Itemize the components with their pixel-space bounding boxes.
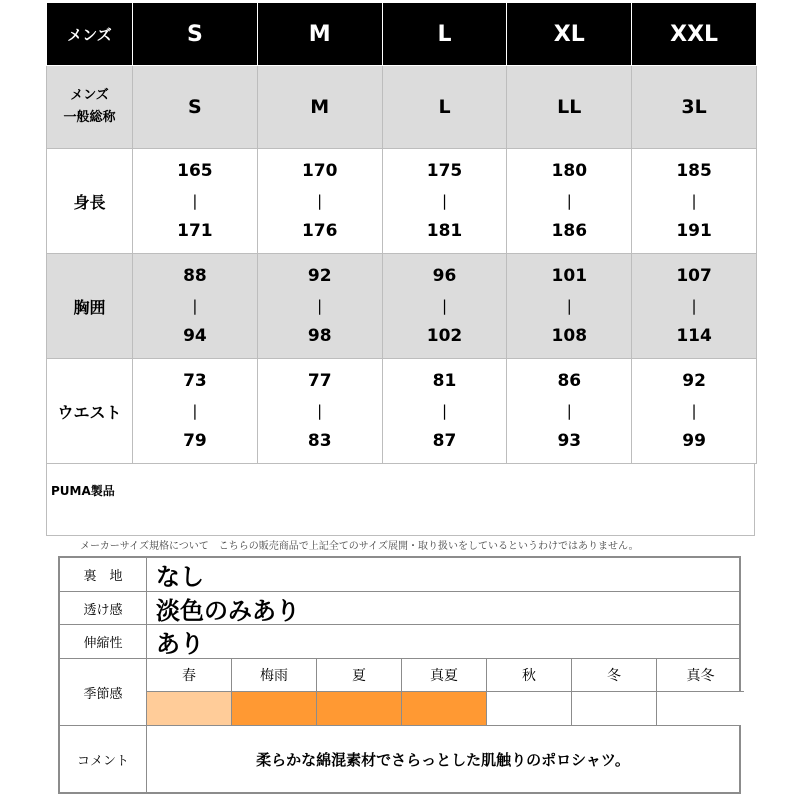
range-separator: | <box>192 402 198 420</box>
range-separator: | <box>566 192 572 210</box>
season-name: 春 <box>147 659 232 692</box>
range-min: 92 <box>682 371 706 391</box>
season-indicator <box>487 692 572 725</box>
season-indicator <box>147 692 232 725</box>
spec-value: なし <box>156 563 204 591</box>
spec-table <box>58 556 741 794</box>
season-indicator <box>317 692 402 725</box>
size-range-cell <box>133 359 258 464</box>
range-separator: | <box>691 402 697 420</box>
range-max: 114 <box>676 326 712 346</box>
range-separator: | <box>691 192 697 210</box>
range-max: 94 <box>183 326 207 346</box>
spec-label: 透け感 <box>60 592 147 624</box>
header-label: メンズ <box>47 3 133 66</box>
spec-label: コメント <box>60 726 147 792</box>
range-max: 176 <box>301 221 338 241</box>
season-grid <box>147 659 739 725</box>
range-max: 98 <box>307 326 332 346</box>
range-min: 107 <box>676 266 712 286</box>
range-min: 101 <box>551 266 588 286</box>
brand-note: PUMA製品 <box>51 484 115 498</box>
comment-text: 柔らかな綿混素材でさらっとした肌触りのポロシャツ。 <box>256 750 630 769</box>
size-range-cell <box>133 254 258 359</box>
season-indicator <box>232 692 317 725</box>
range-separator: | <box>317 192 323 210</box>
range-max: 186 <box>551 221 588 241</box>
size-label: XL <box>507 3 632 66</box>
season-name: 真夏 <box>402 659 487 692</box>
size-range-cell <box>257 254 382 359</box>
size-footnote: メーカーサイズ規格について こちらの販売商品で上記全てのサイズ展開・取り扱いをしているというわけではありません。 <box>80 541 639 552</box>
general-size: M <box>257 66 382 149</box>
spec-row-transparency <box>60 592 739 625</box>
range-max: 87 <box>432 431 457 451</box>
size-label: S <box>133 3 258 66</box>
range-max: 102 <box>426 326 463 346</box>
range-min: 92 <box>307 266 332 286</box>
spec-row-lining <box>60 558 739 592</box>
season-name: 秋 <box>487 659 572 692</box>
spec-value: あり <box>156 630 204 658</box>
size-table <box>46 2 757 464</box>
row-label: 身長 <box>47 149 133 254</box>
size-range-cell <box>632 359 757 464</box>
spec-value: 淡色のみあり <box>156 596 300 625</box>
brand-note-box <box>46 464 755 536</box>
size-range-cell <box>632 254 757 359</box>
general-label: メンズ 一般総称 <box>47 66 133 149</box>
range-min: 165 <box>177 161 213 181</box>
range-min: 96 <box>432 266 457 286</box>
spec-label: 季節感 <box>60 659 147 725</box>
size-range-cell <box>382 254 507 359</box>
spec-label: 裏 地 <box>60 558 147 591</box>
range-max: 171 <box>177 221 213 241</box>
size-label: XXL <box>632 3 757 66</box>
general-size-row <box>47 66 757 149</box>
range-max: 79 <box>183 431 207 451</box>
general-size: 3L <box>632 66 757 149</box>
season-indicator <box>572 692 657 725</box>
season-indicator <box>657 692 744 725</box>
range-min: 88 <box>183 266 207 286</box>
range-separator: | <box>192 297 198 315</box>
row-label: 胸囲 <box>47 254 133 359</box>
size-range-cell <box>507 254 632 359</box>
range-separator: | <box>441 402 448 420</box>
general-size: S <box>133 66 258 149</box>
size-range-cell <box>507 149 632 254</box>
size-range-cell <box>632 149 757 254</box>
range-separator: | <box>192 192 198 210</box>
season-name: 真冬 <box>657 659 744 692</box>
range-separator: | <box>317 402 323 420</box>
range-max: 83 <box>307 431 332 451</box>
range-min: 86 <box>557 371 582 391</box>
size-range-cell <box>133 149 258 254</box>
season-indicator <box>402 692 487 725</box>
row-label: ウエスト <box>47 359 133 464</box>
size-label: M <box>257 3 382 66</box>
range-separator: | <box>317 297 323 315</box>
chest-row <box>47 254 757 359</box>
range-max: 181 <box>426 221 463 241</box>
range-min: 170 <box>301 161 338 181</box>
size-range-cell <box>382 149 507 254</box>
height-row <box>47 149 757 254</box>
range-separator: | <box>566 402 572 420</box>
size-range-cell <box>257 149 382 254</box>
range-separator: | <box>566 297 572 315</box>
size-label: L <box>382 3 507 66</box>
range-min: 77 <box>307 371 332 391</box>
range-separator: | <box>691 297 697 315</box>
general-size: L <box>382 66 507 149</box>
range-separator: | <box>441 192 448 210</box>
size-header-row <box>47 3 757 66</box>
range-min: 73 <box>183 371 207 391</box>
range-max: 108 <box>551 326 588 346</box>
range-max: 99 <box>682 431 706 451</box>
general-size: LL <box>507 66 632 149</box>
season-name: 梅雨 <box>232 659 317 692</box>
range-max: 191 <box>676 221 712 241</box>
range-min: 180 <box>551 161 588 181</box>
range-min: 81 <box>432 371 457 391</box>
season-name: 夏 <box>317 659 402 692</box>
range-min: 185 <box>676 161 712 181</box>
spec-row-season <box>60 659 739 726</box>
range-separator: | <box>441 297 448 315</box>
range-max: 93 <box>557 431 582 451</box>
size-range-cell <box>507 359 632 464</box>
spec-row-stretch <box>60 625 739 659</box>
range-min: 175 <box>426 161 463 181</box>
spec-label: 伸縮性 <box>60 625 147 658</box>
size-range-cell <box>257 359 382 464</box>
spec-row-comment <box>60 726 739 792</box>
waist-row <box>47 359 757 464</box>
size-range-cell <box>382 359 507 464</box>
season-name: 冬 <box>572 659 657 692</box>
